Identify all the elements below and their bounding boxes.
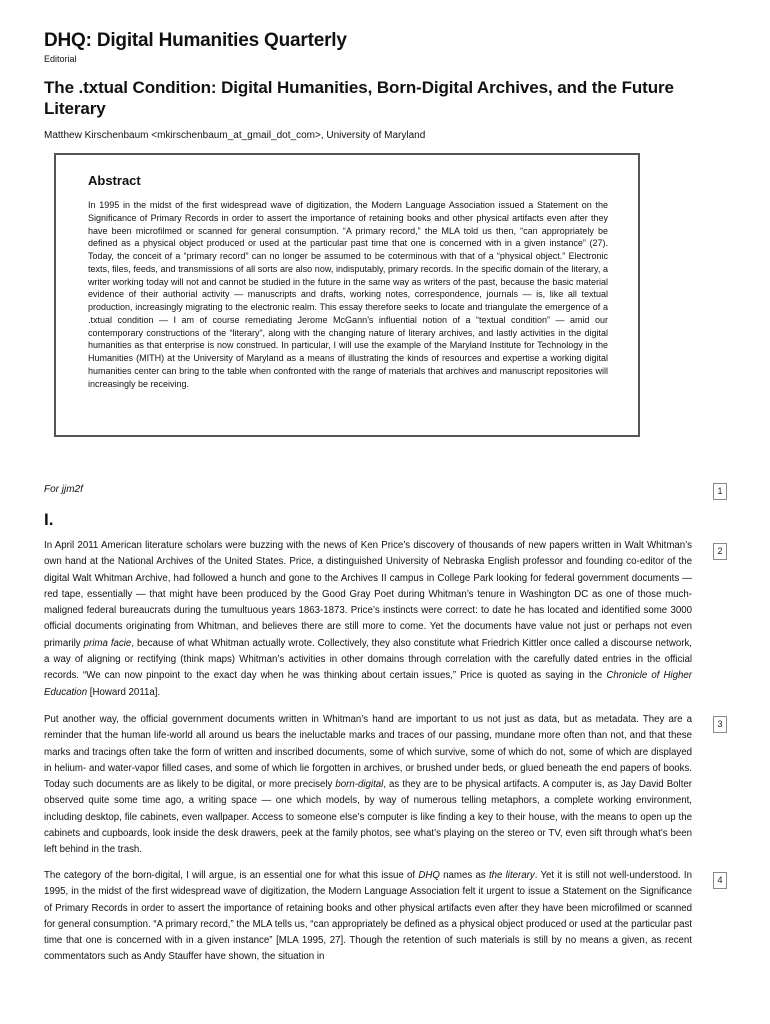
- paragraph-4: [44, 868, 692, 966]
- paragraph-italic: prima facie: [83, 637, 132, 649]
- abstract-heading: Abstract: [88, 173, 141, 188]
- author-line: Matthew Kirschenbaum <mkirschenbaum_at_gmail_dot_com>, University of Maryland: [44, 130, 426, 141]
- paragraph-italic: DHQ: [418, 870, 440, 881]
- article-title: The .txtual Condition: Digital Humanities, Born-Digital Archives, and the Future Literary: [44, 78, 674, 118]
- dedication: For jjm2f: [44, 484, 83, 495]
- paragraph-number-3[interactable]: 3: [713, 716, 727, 733]
- paragraph-text: [Howard 2011a].: [87, 686, 161, 698]
- paragraph-number-2[interactable]: 2: [713, 543, 727, 560]
- abstract-box: [54, 153, 640, 437]
- paragraph-italic: born-digital: [335, 779, 384, 791]
- article-category: Editorial: [44, 54, 77, 64]
- abstract-text: In 1995 in the midst of the first widespread wave of digitization, the Modern Language Association issued a Statement on the Significance of Primary Records in order to assert the importance of retaining books and other physical artifacts even after they have been microfilmed or scanned for general consumption. “A primary record,” the MLA told us then, “can appropriately be defined as a physical object produced or used at the particular past time that one is concerned with in a given instance” (27). Today, the conceit of a “primary record” can no longer be assumed to be coterminous with that of a “physical object.” Electronic texts, files, feeds, and transmissions of all sorts are also now, indisputably, primary records. In the specific domain of the literary, a writer working today will not and cannot be studied in the future in the same way as writers of the past, because the basic material evidence of their authorial activity — manuscripts and drafts, working notes, correspondence, journals — is, like all textual production, increasingly migrating to the electronic realm. This essay therefore seeks to locate and triangulate the emergence of a .txtual condition — I am of course remediating Jerome McGann’s influential notion of a “textual condition” — amid our contemporary constructions of the “literary”, along with the changing nature of literary archives, and lastly activities in the digital humanities as that enterprise is now construed. In particular, I will use the example of the Maryland Institute for Technology in the Humanities (MITH) at the University of Maryland as a means of illustrating the kinds of resources and expertise a working digital humanities center can bring to the table when confronted with the range of materials that archives and manuscript repositories will increasingly be receiving.: [88, 200, 608, 389]
- section-heading: I.: [44, 510, 54, 529]
- paragraph-3: [44, 712, 692, 859]
- paragraph-number-1[interactable]: 1: [713, 483, 727, 500]
- paragraph-text: In April 2011 American literature scholars were buzzing with the news of Ken Price’s discovery of thousands of new papers written in Walt Whitman’s own hand at the National Archives of the United States. Price, a distinguished University of Nebraska English professor and founding co-editor of the digital Walt Whitman Archive, had followed a hunch and gone to the Archives II campus in College Park looking for federal government documents — red tape, essentially — that might have been produced by the Good Gray Poet during Whitman’s tenure in Washington DC as one of those much-maligned federal bureaucrats during the tumultuous years 1863-1873. Price’s instincts were correct: to date he has located and identified some 3000 official documents originating from Whitman, and believes there are still more to come. Yet the documents have value not just or perhaps not even primarily: [44, 540, 692, 649]
- paragraph-number-4[interactable]: 4: [713, 872, 727, 889]
- paragraph-text: , as they are to be physical artifacts. A computer is, as Jay David Bolter observed quite some time ago, a writing space — one which models, by way of numerous telling metaphors, a complete working environment, including desktop, file cabinets, even wallpaper. Access to someone else’s computer is like finding a key to their house, with the means to open up the cabinets and cupboards, look inside the desk drawers, peek at the family photos, see what’s playing on the stereo or TV, even sift through what’s been left behind in the trash.: [44, 779, 693, 856]
- page-header: [44, 30, 694, 143]
- paragraph-italic: Chronicle of Higher Education: [44, 670, 692, 698]
- paragraph-text: . Yet it is still not well-understood. In 1995, in the midst of the first widespread wave of digitization, the Modern Language Association felt it urgent to issue a Statement on the Significance of Primary Records in order to assert the importance of retaining books and other physical artifacts even after they have been microfilmed or scanned for general consumption. “A primary record,” the MLA tells us, “can appropriately be defined as a physical object produced or used at the particular past time that one is concerned with in a given instance” [MLA 1995, 27]. Though the retention of such materials is still by no means a given, as recent commentators such as Andy Stauffer have shown, the situation in: [44, 870, 693, 963]
- paragraph-text: Put another way, the official government documents written in Whitman’s hand are important to us not just as data, but as metadata. They are a reminder that the human life-world all around us bears the ineluctable marks and traces of our passing, mundane more often than not, and that these marks and tracings often take the form of written and inscribed documents, some of which survive, some of which do not, some of which are displayed in helium- and water-vapor filled cases, and some of which lie forgotten in archives, or brushed under beds, or glued beneath the end papers of books. Today such documents are as likely to be digital, or more precisely: [44, 714, 692, 791]
- paragraph-italic: the literary: [488, 870, 535, 881]
- paragraph-text: names as: [439, 870, 489, 881]
- journal-title[interactable]: DHQ: Digital Humanities Quarterly: [44, 30, 347, 51]
- paragraph-text: , because of what Whitman actually wrote. Collectively, they also constitute what Friedrich Kittler once called a discourse network, a way of aligning or rectifying (think maps) Whitman’s activities in other domains through correlation with the carefully dated entries in the official records. “We can now pinpoint to the exact day when he was thinking about certain issues,” Price is quoted as saying in the: [44, 637, 692, 682]
- paragraph-text: The category of the born-digital, I will argue, is an essential one for what this issue of: [44, 870, 419, 881]
- paragraph-2: [44, 538, 692, 701]
